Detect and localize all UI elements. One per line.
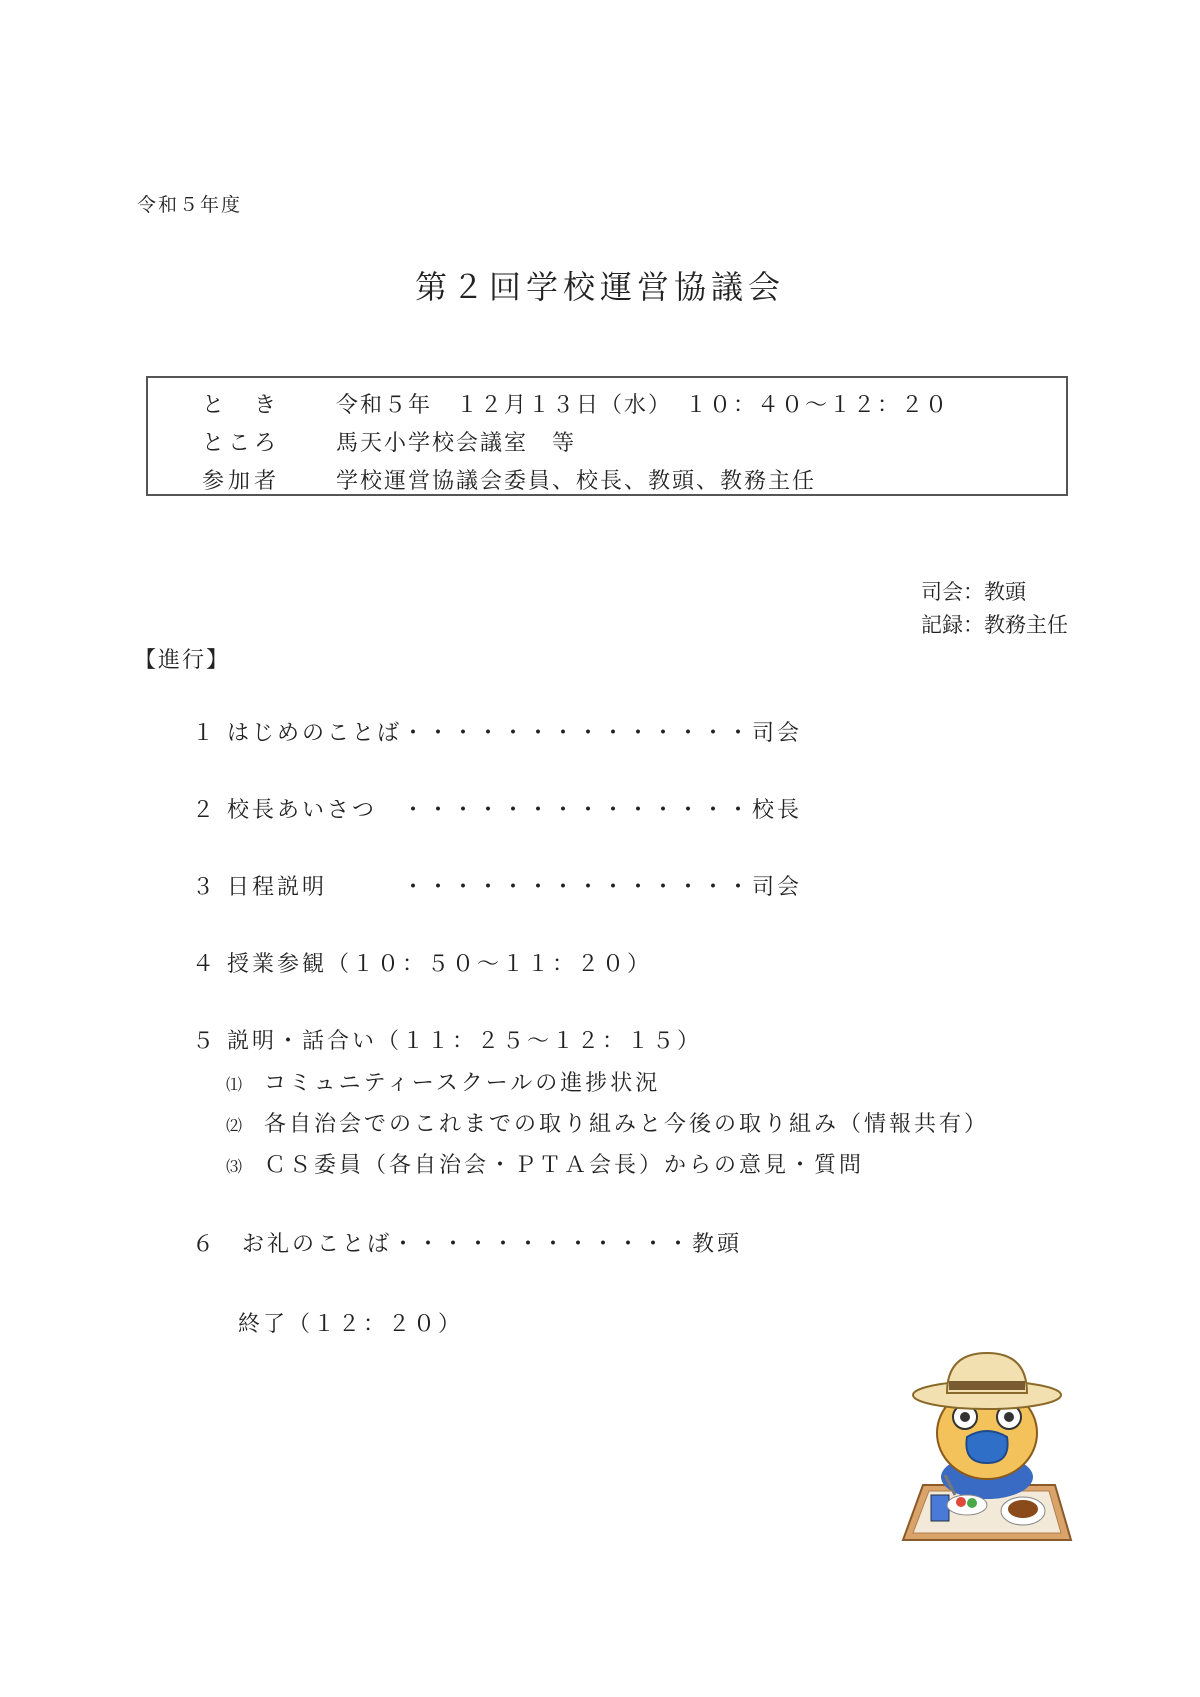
subitem-3 <box>226 1148 864 1179</box>
meeting-info-box <box>146 376 1068 496</box>
agenda-item-6: ６ お礼のことば・・・・・・・・・・・・教頭 <box>192 1232 743 1257</box>
chair-role: 司会：教頭 <box>921 580 1026 604</box>
info-value-participants: 学校運営協議会委員、校長、教頭、教務主任 <box>336 469 817 494</box>
roles-block <box>921 576 1068 642</box>
subitem-2-text: 各自治会でのこれまでの取り組みと今後の取り組み（情報共有） <box>264 1112 990 1137</box>
progress-heading: 【進行】 <box>134 648 231 673</box>
subitem-2 <box>226 1107 989 1138</box>
agenda-item-2: ２ 校長あいさつ ・・・・・・・・・・・・・・校長 <box>192 798 802 823</box>
info-label-place: ところ <box>202 431 281 456</box>
info-value-place: 馬天小学校会議室 等 <box>336 431 577 456</box>
subitem-3-text: ＣＳ委員（各自治会・ＰＴＡ会長）からの意見・質問 <box>264 1153 865 1178</box>
subitem-3-number: ⑶ <box>226 1157 243 1176</box>
agenda-item-4: ４ 授業参観（１０：５０～１１：２０） <box>192 952 652 977</box>
document-title: 第２回学校運営協議会 <box>414 268 785 306</box>
mascot-illustration <box>895 1345 1080 1550</box>
recorder-role: 記録：教務主任 <box>921 613 1068 637</box>
subitem-2-number: ⑵ <box>226 1116 243 1135</box>
agenda-item-3: ３ 日程説明 ・・・・・・・・・・・・・・司会 <box>192 875 802 900</box>
agenda-item-5: ５ 説明・話合い（１１：２５～１２：１５） <box>192 1029 702 1054</box>
subitem-1 <box>226 1066 660 1097</box>
info-label-participants: 参加者 <box>202 469 281 494</box>
info-label-time: と き <box>202 393 281 418</box>
agenda-item-1: １ はじめのことば・・・・・・・・・・・・・・司会 <box>192 721 802 746</box>
subitem-1-number: ⑴ <box>226 1075 243 1094</box>
info-value-time: 令和５年 １２月１３日（水） １０：４０～１２：２０ <box>336 393 950 418</box>
fiscal-year-label: 令和５年度 <box>137 194 243 216</box>
end-time: 終了（１２：２０） <box>238 1312 464 1337</box>
subitem-1-text: コミュニティースクールの進捗状況 <box>264 1071 661 1096</box>
